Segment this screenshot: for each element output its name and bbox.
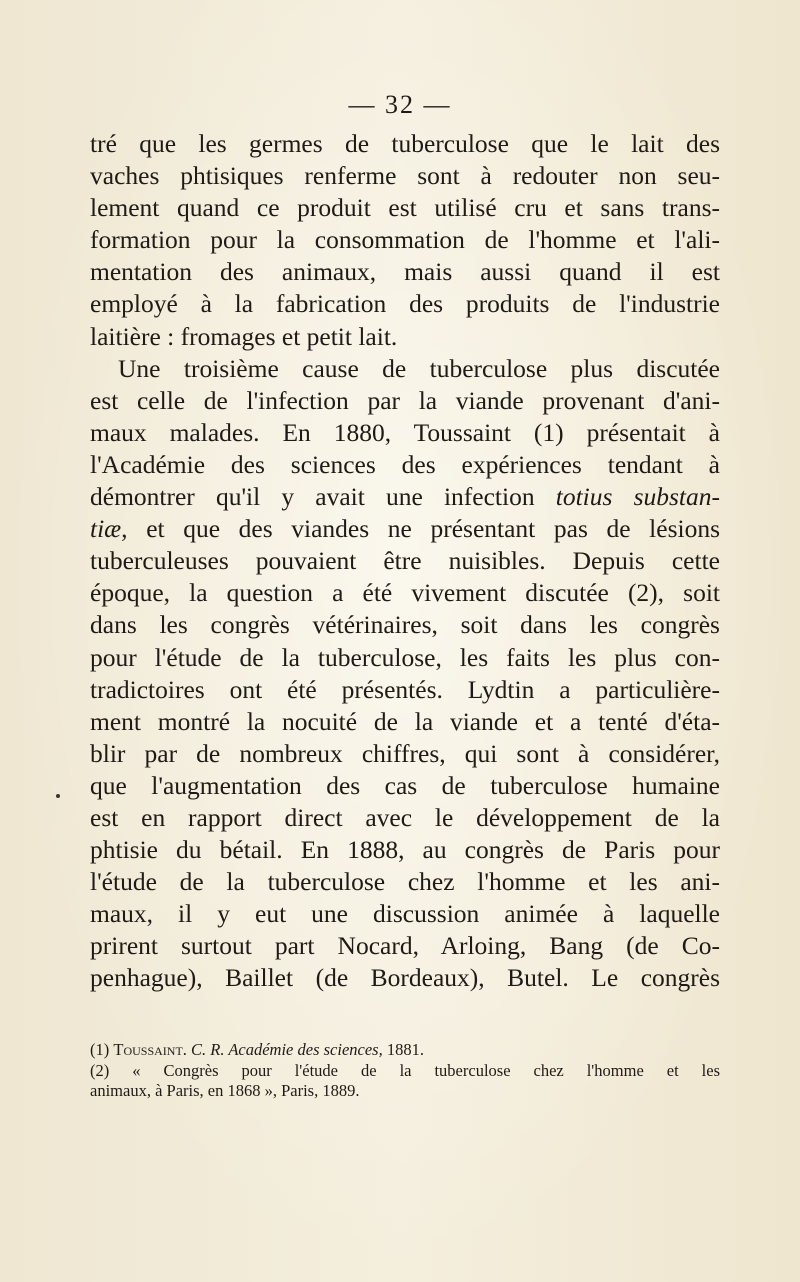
page-number: — 32 — (348, 90, 452, 119)
italic-term: tiæ, (90, 514, 128, 544)
text-line: formation pour la consommation de l'homme et l'ali- (90, 225, 720, 255)
text-line: est en rapport direct avec le développement de la (90, 802, 720, 832)
text-line: maux malades. En 1880, Toussaint (1) présentait à (90, 417, 720, 447)
text-line: prirent surtout part Nocard, Arloing, Bang (de Co- (90, 931, 720, 961)
text-line: phtisie du bétail. En 1888, au congrès de Paris pour (90, 835, 720, 865)
footnote-1 (90, 1040, 720, 1061)
footnotes (90, 1040, 720, 1102)
body-text (90, 128, 720, 995)
text-line: tré que les germes de tuberculose que le lait des (90, 129, 720, 158)
text-line: mentation des animaux, mais aussi quand il est (90, 257, 720, 287)
footnote-marker: (2) (90, 1060, 110, 1080)
text-line: l'étude de la tuberculose chez l'homme et les ani- (90, 867, 720, 897)
text-line: laitière : fromages et petit lait. (90, 321, 398, 351)
footnote-marker: (1) (90, 1040, 110, 1059)
footnote-year: 1881. (386, 1040, 424, 1059)
text-line: époque, la question a été vivement discutée (2), soit (90, 578, 720, 608)
italic-term: totius substan- (555, 482, 721, 512)
text-line (90, 513, 720, 545)
text-line: l'Académie des sciences des expériences tendant à (90, 449, 720, 479)
text-line: blir par de nombreux chiffres, qui sont à considérer, (90, 738, 720, 768)
footnote-2 (90, 1061, 720, 1082)
text-line (90, 481, 720, 513)
text-line: Une troisième cause de tuberculose plus discutée (118, 353, 720, 383)
text-line: employé à la fabrication des produits de l'industrie (90, 289, 720, 319)
text-line: tradictoires ont été présentés. Lydtin a particulière- (90, 674, 720, 704)
footnote-source: C. R. Académie des sciences, (191, 1040, 383, 1059)
text-line: penhague), Baillet (de Bordeaux), Butel. Le congrès (90, 963, 720, 993)
line-text: démontrer qu'il y avait une infection (90, 482, 535, 512)
footnote-author: Toussaint. (113, 1040, 187, 1059)
text-line: tuberculeuses pouvaient être nuisibles. Depuis cette (90, 546, 720, 576)
text-line: ment montré la nocuité de la viande et a tenté d'éta- (90, 706, 720, 736)
text-line: que l'augmentation des cas de tuberculose humaine (90, 770, 720, 800)
text-line: maux, il y eut une discussion animée à laquelle (90, 899, 720, 929)
line-text: et que des viandes ne présentant pas de lésions (146, 514, 721, 544)
text-line: dans les congrès vétérinaires, soit dans les congrès (90, 610, 720, 640)
text-line: est celle de l'infection par la viande provenant d'ani- (90, 385, 720, 415)
footnote-2-continued: animaux, à Paris, en 1868 », Paris, 1889. (90, 1081, 360, 1100)
text-line: vaches phtisiques renferme sont à redouter non seu- (90, 161, 720, 191)
text-line: lement quand ce produit est utilisé cru et sans trans- (90, 193, 720, 223)
ink-speck (56, 794, 60, 798)
footnote-text: « Congrès pour l'étude de la tuberculose chez l'homme et les (132, 1060, 720, 1080)
text-line: pour l'étude de la tuberculose, les faits les plus con- (90, 642, 720, 672)
